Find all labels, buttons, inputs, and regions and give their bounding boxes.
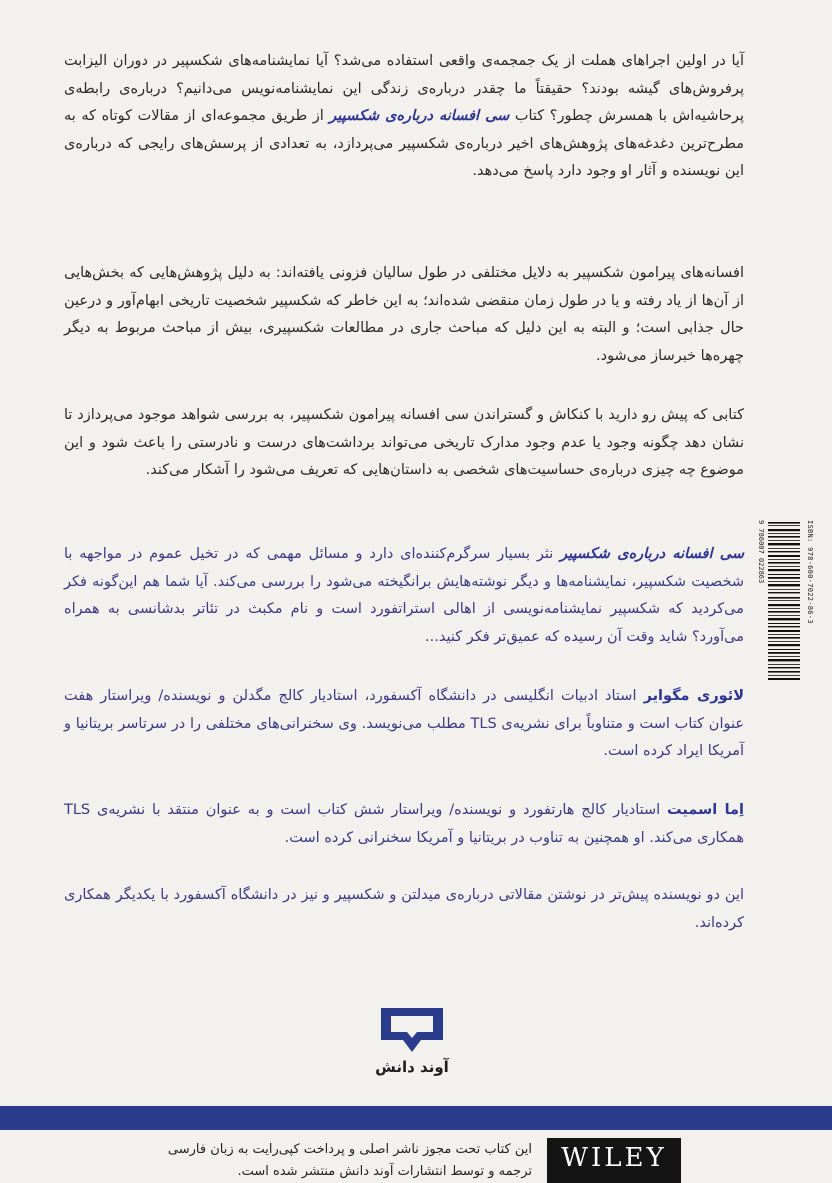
isbn-barcode — [757, 520, 814, 682]
intro-text-start: آیا در اولین اجراهای هملت از یک جمجمه‌ی واقعی استفاده می‌شد؟ آیا نمایشنامه‌های شکسپیر در دوران الیزابت پرفروش‌های گیشه بودند؟ حقیقتاً ما چقدر درباره‌ی زندگی این نمایشنامه‌نویس می‌دانیم؟ درباره‌ی رابطه‌ی پرحاشیه‌اش با همسرش چطور؟ کتاب — [64, 53, 744, 125]
collaboration-paragraph: این دو نویسنده پیش‌تر در نوشتن مقالاتی درباره‌ی میدلتن و شکسپیر و نیز در دانشگاه آکسفورد با یکدیگر همکاری کرده‌اند. — [64, 887, 744, 931]
open-book-icon — [377, 1004, 447, 1056]
barcode-number: 9 786007 022863 — [757, 520, 765, 584]
promo-text: نثر بسیار سرگرم‌کننده‌ای دارد و مسائل مهمی که در تخیل عموم در مواجهه با شخصیت شکسپیر، نمایشنامه‌ها و دیگر نوشته‌هایش برانگیخته می‌شود را بررسی می‌کند. آیا شما هم این‌گونه فکر می‌کردید که شکسپیر نمایشنامه‌نویسی از اهالی استراتفورد است و نام مکبث در تئاتر بدشانسی به همراه می‌آورد؟ شاید وقت آن رسیده که عمیق‌تر فکر کنید... — [64, 546, 744, 645]
isbn-text: ISBN: 978-600-7022-86-3 — [806, 520, 814, 624]
author-bio-smith-text: استادیار کالج هارتفورد و نویسنده/ ویراستار شش کتاب است و به عنوان منتقد با نشریه‌ی TLS همکاری می‌کند. او همچنین به تناوب در بریتانیا و آمریکا سخنرانی کرده است. — [64, 802, 744, 846]
evidence-paragraph: کتابی که پیش رو دارید با کنکاش و گستراندن سی افسانه پیرامون شکسپیر، به بررسی شواهد موجود می‌پردازد تا نشان دهد چگونه وجود یا عدم وجود مدارک تاریخی می‌تواند برداشت‌های درست و نادرستی را باعث شود و این موضوع چه چیزی درباره‌ی حساسیت‌های شخصی به داستان‌هایی که تعریف می‌شود را آشکار می‌کند. — [64, 407, 744, 479]
intro-paragraph — [64, 48, 744, 186]
publisher-name: آوند دانش — [375, 1058, 449, 1076]
myths-paragraph: افسانه‌های پیرامون شکسپیر به دلایل مختلفی در طول سالیان فزونی یافته‌اند: به دلیل پژوهش‌هایی که بخش‌هایی از آن‌ها از یاد رفته و یا در طول زمان منقضی شده‌اند؛ به این خاطر که شکسپیر شخصیت تاریخی ابهام‌آور و درعین حال جذابی است؛ و البته به این دلیل که مباحث جاری در مطالعات شکسپیری، بیش از مباحث مربوط به دیگر چهره‌ها خبرساز می‌شود. — [64, 265, 744, 364]
author-name-maguire: لائوری مگوایر — [643, 688, 745, 704]
book-title-promo: سی افسانه درباره‌ی شکسپیر — [560, 546, 744, 562]
author-bio-maguire-text: استاد ادبیات انگلیسی در دانشگاه آکسفورد، استادیار کالج مگدلن و نویسنده/ ویراستار هفت عنوان کتاب است و متناوباً برای نشریه‌ی TLS مطلب می‌نویسد. وی سخنرانی‌های مختلفی را در سرتاسر بریتانیا و آمریکا ایراد کرده است. — [64, 688, 744, 760]
author-bio-maguire — [64, 683, 744, 766]
barcode-bars-icon — [768, 520, 800, 682]
book-title-inline: سی افسانه درباره‌ی شکسپیر — [329, 108, 510, 125]
author-bio-smith — [64, 797, 744, 852]
publisher-logo — [359, 1004, 465, 1084]
rights-notice: این کتاب تحت مجوز ناشر اصلی و پرداخت کپی‌رایت به زبان فارسی ترجمه و توسط انتشارات آوند دانش منتشر شده است. — [167, 1142, 532, 1179]
intro-text-end: از طریق مجموعه‌ای از مقالات کوتاه که به مطرح‌ترین دغدغه‌های پژوهش‌های اخیر درباره‌ی شکسپیر می‌پردازد، به تعدادی از پرسش‌های رایجی که درباره‌ی این نویسنده و آثار او وجود دارد پاسخ می‌دهد. — [64, 108, 744, 180]
author-name-smith: اِما اسمیت — [667, 802, 744, 818]
color-band — [0, 1106, 832, 1130]
wiley-logo: WILEY — [547, 1138, 681, 1183]
promo-paragraph — [64, 541, 744, 651]
